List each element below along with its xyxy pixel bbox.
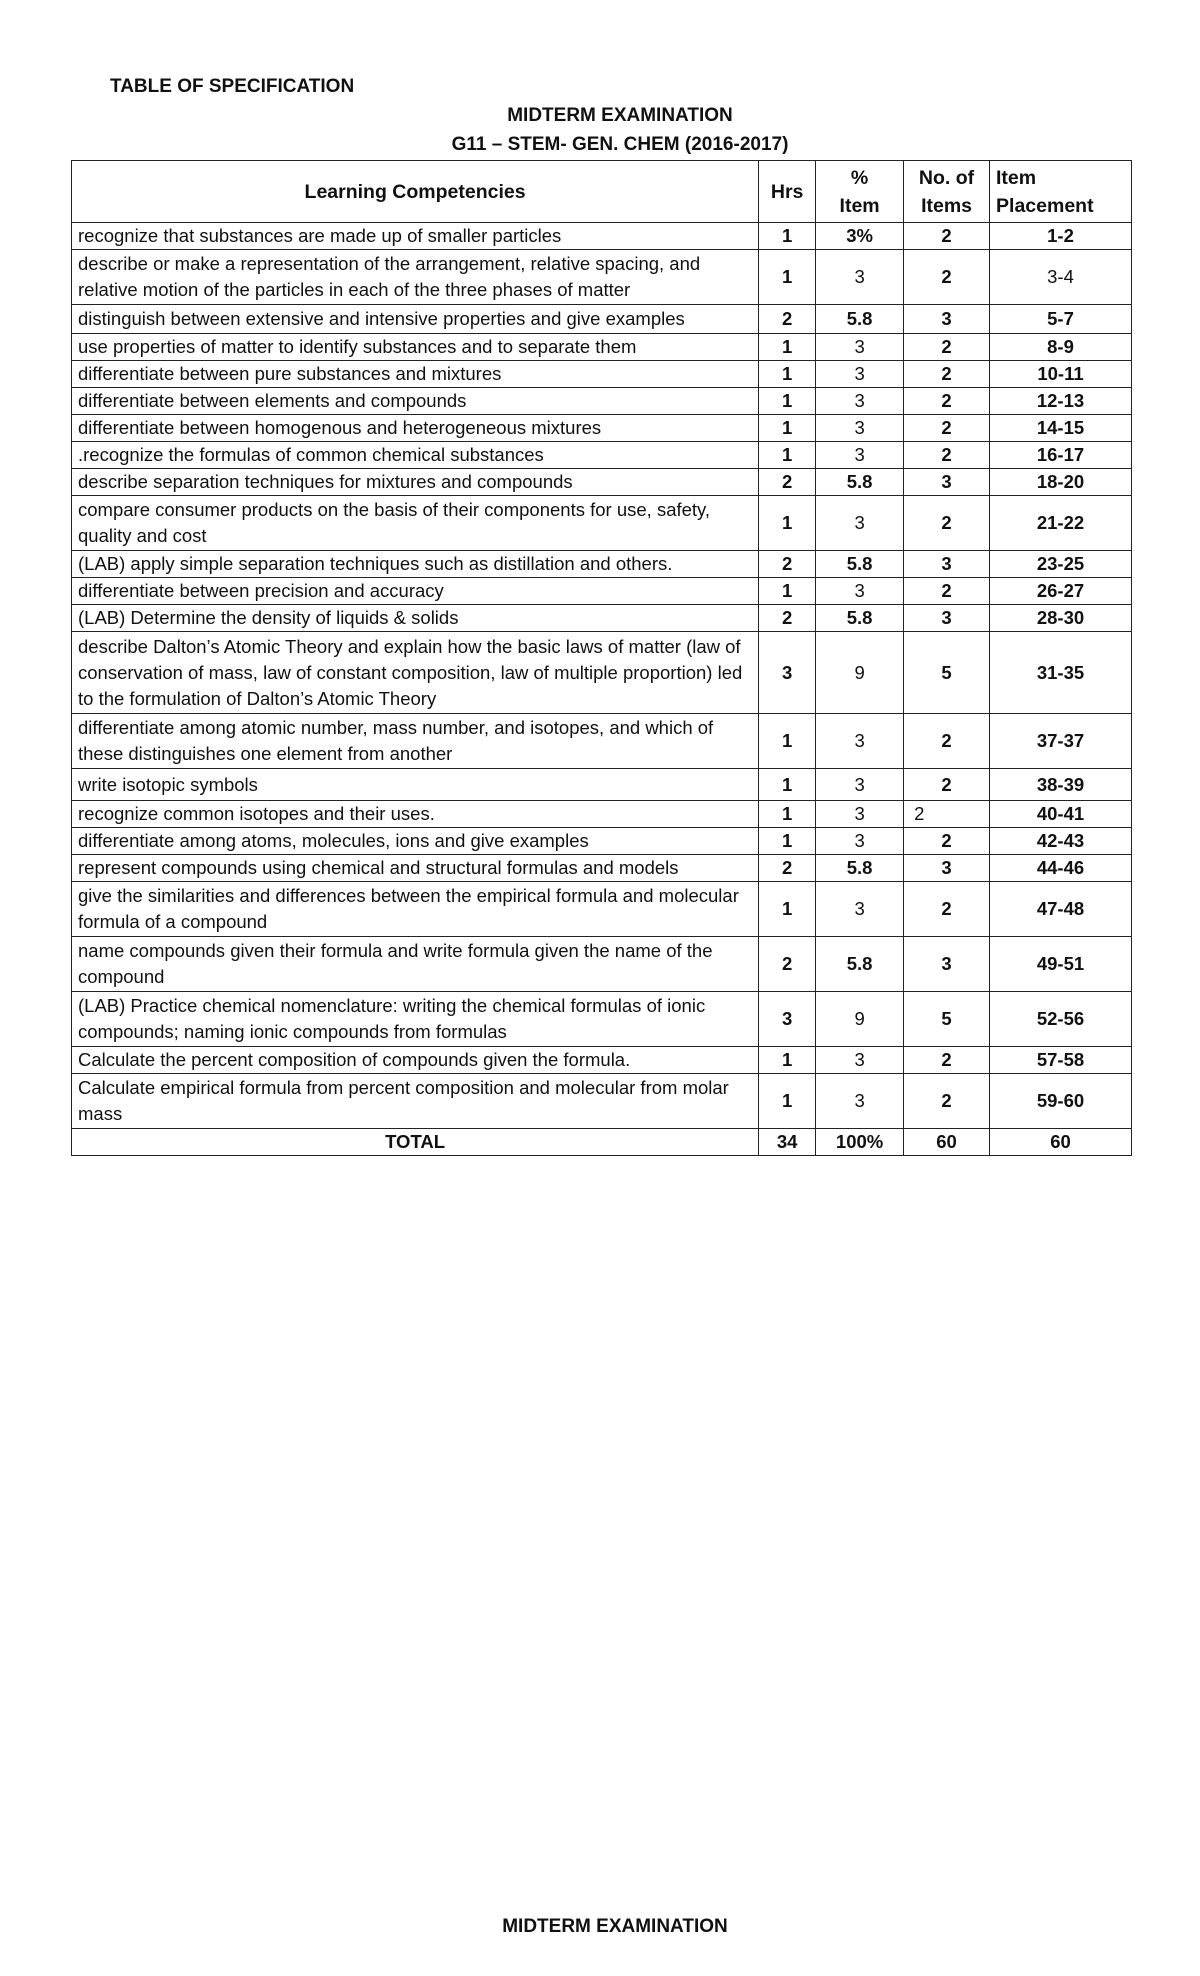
placement-cell: 16-17	[990, 442, 1132, 469]
table-row	[72, 801, 1132, 828]
competency-cell: Calculate empirical formula from percent composition and molecular from molar mass	[72, 1074, 759, 1129]
competency-cell: recognize that substances are made up of smaller particles	[72, 223, 759, 250]
hrs-cell: 2	[759, 469, 816, 496]
hrs-cell: 1	[759, 334, 816, 361]
hrs-cell: 1	[759, 1074, 816, 1129]
items-cell: 3	[904, 605, 990, 632]
header-item-placement	[990, 161, 1132, 223]
total-percent: 100%	[816, 1129, 904, 1156]
placement-cell: 18-20	[990, 469, 1132, 496]
table-row	[72, 769, 1132, 801]
percent-cell: 5.8	[816, 855, 904, 882]
percent-cell: 3	[816, 578, 904, 605]
percent-cell: 3	[816, 801, 904, 828]
table-row	[72, 578, 1132, 605]
percent-cell: 3	[816, 769, 904, 801]
table-row	[72, 469, 1132, 496]
specification-table	[71, 160, 1132, 1156]
competency-cell: .recognize the formulas of common chemical substances	[72, 442, 759, 469]
items-cell: 2	[904, 801, 990, 828]
hrs-cell: 1	[759, 828, 816, 855]
table-header-row	[72, 161, 1132, 223]
percent-cell: 5.8	[816, 469, 904, 496]
hrs-cell: 1	[759, 388, 816, 415]
hrs-cell: 2	[759, 937, 816, 992]
percent-cell: 3	[816, 1074, 904, 1129]
items-cell: 2	[904, 223, 990, 250]
table-row	[72, 551, 1132, 578]
hrs-cell: 1	[759, 415, 816, 442]
placement-cell: 14-15	[990, 415, 1132, 442]
placement-cell: 31-35	[990, 632, 1132, 714]
items-cell: 3	[904, 551, 990, 578]
items-cell: 5	[904, 992, 990, 1047]
items-cell: 3	[904, 855, 990, 882]
competency-cell: differentiate among atomic number, mass number, and isotopes, and which of these distinguishes one element from another	[72, 714, 759, 769]
hrs-cell: 1	[759, 714, 816, 769]
items-cell: 2	[904, 250, 990, 305]
competency-cell: differentiate among atoms, molecules, ions and give examples	[72, 828, 759, 855]
percent-cell: 3	[816, 334, 904, 361]
competency-cell: write isotopic symbols	[72, 769, 759, 801]
placement-cell: 47-48	[990, 882, 1132, 937]
percent-cell: 3	[816, 1047, 904, 1074]
table-row	[72, 223, 1132, 250]
competency-cell: distinguish between extensive and intensive properties and give examples	[72, 305, 759, 334]
hrs-cell: 1	[759, 769, 816, 801]
placement-cell: 59-60	[990, 1074, 1132, 1129]
table-row	[72, 937, 1132, 992]
competency-cell: Calculate the percent composition of compounds given the formula.	[72, 1047, 759, 1074]
percent-cell: 3	[816, 882, 904, 937]
placement-cell: 40-41	[990, 801, 1132, 828]
total-hrs: 34	[759, 1129, 816, 1156]
percent-cell: 5.8	[816, 605, 904, 632]
hrs-cell: 2	[759, 605, 816, 632]
hrs-cell: 1	[759, 496, 816, 551]
placement-cell: 57-58	[990, 1047, 1132, 1074]
percent-cell: 5.8	[816, 305, 904, 334]
placement-cell: 10-11	[990, 361, 1132, 388]
items-cell: 2	[904, 882, 990, 937]
percent-cell: 3	[816, 388, 904, 415]
header-placement-line1: Item	[996, 166, 1037, 189]
hrs-cell: 2	[759, 551, 816, 578]
placement-cell: 38-39	[990, 769, 1132, 801]
hrs-cell: 3	[759, 992, 816, 1047]
table-row	[72, 882, 1132, 937]
table-row	[72, 361, 1132, 388]
hrs-cell: 1	[759, 442, 816, 469]
competency-cell: name compounds given their formula and write formula given the name of the compound	[72, 937, 759, 992]
competency-cell: differentiate between homogenous and heterogeneous mixtures	[72, 415, 759, 442]
hrs-cell: 1	[759, 250, 816, 305]
document-label: TABLE OF SPECIFICATION	[110, 76, 355, 97]
placement-cell: 44-46	[990, 855, 1132, 882]
total-label: TOTAL	[72, 1129, 759, 1156]
placement-cell: 23-25	[990, 551, 1132, 578]
table-row	[72, 415, 1132, 442]
hrs-cell: 1	[759, 882, 816, 937]
competency-cell: differentiate between precision and accuracy	[72, 578, 759, 605]
items-cell: 3	[904, 305, 990, 334]
hrs-cell: 1	[759, 223, 816, 250]
placement-cell: 52-56	[990, 992, 1132, 1047]
placement-cell: 21-22	[990, 496, 1132, 551]
items-cell: 2	[904, 714, 990, 769]
hrs-cell: 3	[759, 632, 816, 714]
items-cell: 2	[904, 496, 990, 551]
competency-cell: differentiate between pure substances and mixtures	[72, 361, 759, 388]
placement-cell: 12-13	[990, 388, 1132, 415]
header-percent-item	[816, 161, 904, 223]
placement-cell: 42-43	[990, 828, 1132, 855]
table-row	[72, 388, 1132, 415]
table-row	[72, 1074, 1132, 1129]
table-row	[72, 632, 1132, 714]
hrs-cell: 2	[759, 855, 816, 882]
header-number-of-items	[904, 161, 990, 223]
percent-cell: 3%	[816, 223, 904, 250]
header-placement-line2: Placement	[996, 194, 1094, 217]
competency-cell: describe or make a representation of the arrangement, relative spacing, and relative motion of the particles in each of the three phases of matter	[72, 250, 759, 305]
hrs-cell: 1	[759, 361, 816, 388]
header-percent-line1: %	[850, 166, 869, 189]
placement-cell: 1-2	[990, 223, 1132, 250]
header-competencies: Learning Competencies	[72, 161, 759, 223]
course-title: G11 – STEM- GEN. CHEM (2016-2017)	[451, 134, 789, 155]
items-cell: 2	[904, 442, 990, 469]
items-cell: 3	[904, 469, 990, 496]
percent-cell: 3	[816, 250, 904, 305]
placement-cell: 3-4	[990, 250, 1132, 305]
table-row	[72, 992, 1132, 1047]
table-row	[72, 855, 1132, 882]
items-cell: 2	[904, 578, 990, 605]
items-cell: 2	[904, 388, 990, 415]
hrs-cell: 1	[759, 1047, 816, 1074]
exam-title: MIDTERM EXAMINATION	[507, 105, 733, 126]
table-row	[72, 828, 1132, 855]
items-cell: 2	[904, 828, 990, 855]
table-row	[72, 442, 1132, 469]
table-row	[72, 250, 1132, 305]
items-cell: 2	[904, 334, 990, 361]
items-cell: 2	[904, 1047, 990, 1074]
placement-cell: 28-30	[990, 605, 1132, 632]
competency-cell: represent compounds using chemical and structural formulas and models	[72, 855, 759, 882]
percent-cell: 3	[816, 442, 904, 469]
items-cell: 2	[904, 1074, 990, 1129]
total-items: 60	[904, 1129, 990, 1156]
competency-cell: describe Dalton’s Atomic Theory and explain how the basic laws of matter (law of conservation of mass, law of constant composition, law of multiple proportion) led to the formulation of Dalton’s Atomic Theory	[72, 632, 759, 714]
percent-cell: 3	[816, 415, 904, 442]
table-row	[72, 714, 1132, 769]
competency-cell: differentiate between elements and compounds	[72, 388, 759, 415]
placement-cell: 26-27	[990, 578, 1132, 605]
percent-cell: 9	[816, 632, 904, 714]
table-row	[72, 305, 1132, 334]
items-cell: 2	[904, 361, 990, 388]
table-row	[72, 496, 1132, 551]
table-row	[72, 334, 1132, 361]
percent-cell: 5.8	[816, 551, 904, 578]
percent-cell: 9	[816, 992, 904, 1047]
hrs-cell: 2	[759, 305, 816, 334]
header-percent-line2: Item	[839, 194, 880, 217]
percent-cell: 3	[816, 496, 904, 551]
competency-cell: recognize common isotopes and their uses.	[72, 801, 759, 828]
items-cell: 2	[904, 415, 990, 442]
page-footer: MIDTERM EXAMINATION	[502, 1916, 728, 1937]
percent-cell: 5.8	[816, 937, 904, 992]
items-cell: 2	[904, 769, 990, 801]
percent-cell: 3	[816, 714, 904, 769]
items-cell: 3	[904, 937, 990, 992]
competency-cell: compare consumer products on the basis of their components for use, safety, quality and cost	[72, 496, 759, 551]
items-cell: 5	[904, 632, 990, 714]
table-row	[72, 605, 1132, 632]
competency-cell: give the similarities and differences between the empirical formula and molecular formula of a compound	[72, 882, 759, 937]
competency-cell: (LAB) Practice chemical nomenclature: writing the chemical formulas of ionic compounds; naming ionic compounds from formulas	[72, 992, 759, 1047]
competency-cell: (LAB) apply simple separation techniques such as distillation and others.	[72, 551, 759, 578]
header-hrs: Hrs	[759, 161, 816, 223]
competency-cell: describe separation techniques for mixtures and compounds	[72, 469, 759, 496]
placement-cell: 37-37	[990, 714, 1132, 769]
percent-cell: 3	[816, 361, 904, 388]
competency-cell: use properties of matter to identify substances and to separate them	[72, 334, 759, 361]
total-row	[72, 1129, 1132, 1156]
placement-cell: 8-9	[990, 334, 1132, 361]
placement-cell: 5-7	[990, 305, 1132, 334]
percent-cell: 3	[816, 828, 904, 855]
placement-cell: 49-51	[990, 937, 1132, 992]
hrs-cell: 1	[759, 801, 816, 828]
header-items-line2: Items	[921, 194, 973, 217]
header-items-line1: No. of	[918, 166, 975, 189]
table-row	[72, 1047, 1132, 1074]
competency-cell: (LAB) Determine the density of liquids & solids	[72, 605, 759, 632]
total-placement: 60	[990, 1129, 1132, 1156]
hrs-cell: 1	[759, 578, 816, 605]
